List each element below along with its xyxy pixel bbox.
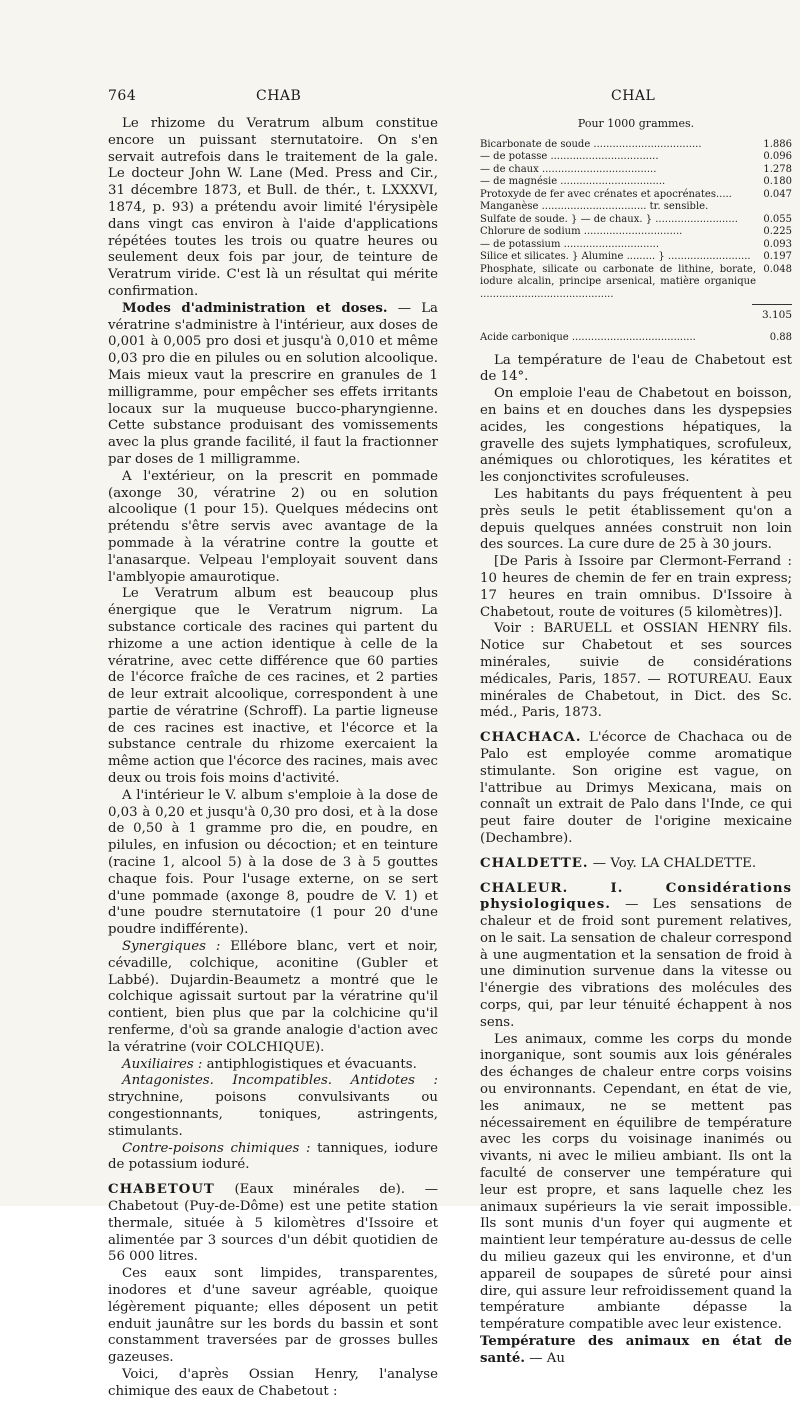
- paragraph: On emploie l'eau de Chabetout en boisson, en bains et en douches dans les dyspepsies acides, les congestions hépatiques, la gravelle des sujets lymphatiques, scrofuleux, anémiques ou chlorotiques, les kératites et les conjonctivites scrofuleuses.: [480, 386, 792, 486]
- analysis-table-title: Pour 1000 grammes.: [577, 117, 695, 130]
- entry-title: CHABETOUT: [108, 1182, 215, 1198]
- table-row: [480, 251, 792, 264]
- paragraph: Synergiques : Ellébore blanc, vert et noir, cévadille, colchique, aconitine (Gubler et Labbé). Dujardin-Beaumetz a montré que le colchique agissait surtout par la vératrine qu'il contient, bien plus que par la colchicine qu'il renferme, d'où sa grande analogie d'action avec la vératrine (voir COLCHIQUE).: [108, 939, 438, 1055]
- table-row: [480, 176, 792, 189]
- row-label: — de potasse ..................................: [480, 151, 659, 163]
- paragraph: Le Veratrum album est beaucoup plus énergique que le Veratrum nigrum. La substance corticale des racines qui partent du rhizome a une action identique à celle de la vératrine, avec cette différence que 60 parties de l'écorce fraîche de ces racines, et 2 parties de leur extrait alcoolique, correspondent à une partie de vératrine (Schroff). La partie ligneuse de ces racines est inactive, et l'écorce et la substance centrale du rhizome exercaient la même action que l'écorce des racines, mais avec deux ou trois fois moins d'activité.: [108, 586, 438, 787]
- section-lead: Modes d'administration et doses.: [122, 300, 388, 316]
- row-label: Sulfate de soude. } — de chaux. } ..........................: [480, 213, 738, 225]
- table-row: [480, 201, 792, 214]
- right-column: [480, 116, 792, 1368]
- row-value: [756, 201, 792, 214]
- right-running-title: CHAL: [611, 88, 656, 104]
- paragraph: CHALEUR. I. Considérations physiologiques. — Les sensations de chaleur et de froid sont purement relatives, on le sait. La sensation de chaleur correspond à une augmentation et la sensation de froid à une diminution survenue dans la vitesse ou l'énergie des vibrations des molécules des corps, qui, par leur ténuité échappent à nos sens.: [480, 880, 792, 1030]
- entry-title: CHACHACA.: [480, 730, 582, 746]
- paragraph: Le rhizome du Veratrum album constitue encore un puissant sternutatoire. On s'en servait autrefois dans le traitement de la gale. Le docteur John W. Lane (Med. Press and Cir., 31 décembre 1873, et Bull. de thér., t. LXXXVI, 1874, p. 93) a prétendu avoir limité l'érysipèle dans vingt cas environ à l'aide d'applications répétées toutes les trois ou quatre heures ou seulement deux fois par jour, de teinture de Veratrum viride. C'est là un résultat qui mérite confirmation.: [108, 116, 438, 299]
- analysis-total: 3.105: [761, 309, 792, 322]
- row-value: 0.048: [763, 263, 792, 275]
- table-row: [480, 139, 792, 152]
- row-label: Bicarbonate de soude ..................................: [480, 138, 702, 150]
- row-label: — de potassium ..............................: [480, 238, 660, 250]
- table-row: [480, 239, 792, 252]
- row-label: — de magnésie .................................: [480, 176, 666, 188]
- row-label: Protoxyde de fer avec crénates et apocrénates.....: [480, 188, 732, 200]
- paragraph: La température de l'eau de Chabetout est de 14°.: [480, 352, 792, 385]
- section-lead: Contre-poisons chimiques :: [122, 1140, 311, 1156]
- table-row: [480, 151, 792, 164]
- section-lead: Antagonistes. Incompatibles. Antidotes :: [122, 1073, 438, 1089]
- row-value: 0.197: [763, 251, 792, 263]
- row-value: 0.096: [763, 151, 792, 163]
- table-row: [480, 226, 792, 239]
- paragraph: CHALDETTE. — Voy. LA CHALDETTE.: [480, 855, 757, 871]
- acid-value: 0.88: [769, 332, 792, 344]
- row-label: Manganèse ................................. tr. sensible.: [480, 201, 709, 213]
- acid-label: Acide carbonique .......................................: [480, 332, 696, 344]
- section-lead: Synergiques :: [122, 939, 221, 955]
- table-row: [480, 189, 792, 202]
- paragraph: A l'extérieur, on la prescrit en pommade (axonge 30, vératrine 2) ou en solution alcoolique (1 pour 15). Quelques médecins ont prétendu s'être servis avec avantage de la pommade à la vératrine contre la goutte et l'anasarque. Velpeau l'employait souvent dans l'amblyopie amaurotique.: [108, 468, 438, 585]
- section-lead: Auxiliaires :: [122, 1056, 203, 1072]
- row-value: 0.180: [763, 176, 792, 188]
- paragraph: Contre-poisons chimiques : tanniques, iodure de potassium ioduré.: [108, 1140, 438, 1173]
- paragraph: Modes d'administration et doses. — La vératrine s'administre à l'intérieur, aux doses de 0,001 à 0,005 pro dosi et jusqu'à 0,010 et même 0,03 pro die en pilules ou en solution alcoolique. Mais mieux vaut la prescrire en granules de 1 milligramme, pour empêcher ses effets irritants locaux sur la muqueuse bucco-pharyngienne. Cette substance produisant des vomissements avec la plus grande facilité, il faut la fractionner par doses de 1 milligramme.: [108, 300, 438, 467]
- row-label: Phosphate, silicate ou carbonate de lithine, borate, iodure alcalin, principe arsenical, matière organique ..........................................: [480, 263, 756, 300]
- paragraph: Auxiliaires : antiphlogistiques et évacuants.: [122, 1056, 417, 1072]
- paragraph: [De Paris à Issoire par Clermont-Ferrand : 10 heures de chemin de fer en train express; 17 heures en train omnibus. D'Issoire à Chabetout, route de voitures (5 kilomètres)].: [480, 554, 792, 620]
- page-number: 764: [108, 88, 137, 104]
- paragraph: A l'intérieur le V. album s'emploie à la dose de 0,03 à 0,20 et jusqu'à 0,30 pro dosi, et à la dose de 0,50 à 1 gramme pro die, en poudre, en pilules, en infusion ou décoction; et en teinture (racine 1, alcool 5) à la dose de 3 à 5 gouttes chaque fois. Pour l'usage externe, on se sert d'une pommade (axonge 8, poudre de V. 1) et d'une poudre sternutatoire (1 pour 20 d'une poudre indifférente).: [108, 787, 438, 938]
- paragraph: CHABETOUT (Eaux minérales de). — Chabetout (Puy-de-Dôme) est une petite station thermale, située à 5 kilomètres d'Issoire et alimentée par 3 sources d'un débit quotidien de 56 000 litres.: [108, 1182, 438, 1265]
- row-value: 0.225: [763, 226, 792, 238]
- paragraph: Antagonistes. Incompatibles. Antidotes : strychnine, poisons convulsivants ou congestionnants, toniques, astringents, stimulants.: [108, 1073, 438, 1139]
- row-value: 1.886: [763, 138, 792, 150]
- row-value: 0.055: [763, 213, 792, 225]
- left-column: [108, 116, 438, 1401]
- paragraph: CHACHACA. L'écorce de Chachaca ou de Palo est employée comme aromatique stimulante. Son origine est vague, on l'attribue au Drimys Mexicana, mais on connaît un extrait de Palo dans l'Inde, ce qui peut faire douter de l'origine mexicaine (Dechambre).: [480, 730, 792, 846]
- table-row: [480, 214, 792, 227]
- paragraph: Voir : BARUELL et OSSIAN HENRY fils. Notice sur Chabetout et ses sources minérales, suivie de considérations médicales, Paris, 1857. — ROTUREAU. Eaux minérales de Chabetout, in Dict. des Sc. méd., Paris, 1873.: [480, 621, 792, 721]
- paragraph: Ces eaux sont limpides, transparentes, inodores et d'une saveur agréable, quoique légèrement piquante; elles déposent un petit enduit jaunâtre sur les bords du bassin et sont constamment traversées par de grosses bulles gazeuses.: [108, 1266, 438, 1366]
- paragraph: Température des animaux en état de santé. — Au: [480, 1334, 792, 1366]
- acid-row: [480, 332, 792, 345]
- row-label: Silice et silicates. } Alumine ......... } ..........................: [480, 251, 751, 263]
- row-label: Chlorure de sodium ...............................: [480, 226, 683, 238]
- analysis-table: [480, 139, 792, 302]
- paragraph: Voici, d'après Ossian Henry, l'analyse chimique des eaux de Chabetout :: [108, 1366, 438, 1399]
- paragraph: Les habitants du pays fréquentent à peu près seuls le petit établissement qu'on a depuis quelques années construit non loin des sources. La cure dure de 25 à 30 jours.: [480, 486, 792, 553]
- paragraph: Les animaux, comme les corps du monde inorganique, sont soumis aux lois générales des échanges de chaleur entre corps voisins ou environnants. Cependant, en état de vie, les animaux, ne se mettent pas nécessairement en équilibre de température avec les corps du voisinage inanimés ou vivants, ni avec le milieu ambiant. Ils ont la faculté de conserver une température qui leur est propre, et sans laquelle chez les animaux supérieurs la vie serait impossible. Ils sont munis d'un foyer qui augmente et maintient leur température au-dessus de celle du milieu gazeux qui les environne, et d'un appareil de soupapes de sûreté pour ainsi dire, qui assure leur refroidissement quand la température ambiante dépasse la température compatible avec leur existence.: [480, 1031, 792, 1333]
- row-label: — de chaux ....................................: [480, 163, 657, 175]
- total-rule: [752, 304, 792, 305]
- entry-title: CHALDETTE.: [480, 855, 589, 871]
- row-value: 1.278: [763, 163, 792, 175]
- entry-title: CHALEUR. I. Considérations physiologiques.: [480, 880, 792, 913]
- row-value: 0.093: [763, 238, 792, 250]
- table-row: [480, 264, 792, 302]
- section-lead: Température des animaux en état de santé.: [480, 1334, 792, 1366]
- row-value: 0.047: [763, 188, 792, 200]
- left-running-title: CHAB: [256, 88, 302, 104]
- table-row: [480, 164, 792, 177]
